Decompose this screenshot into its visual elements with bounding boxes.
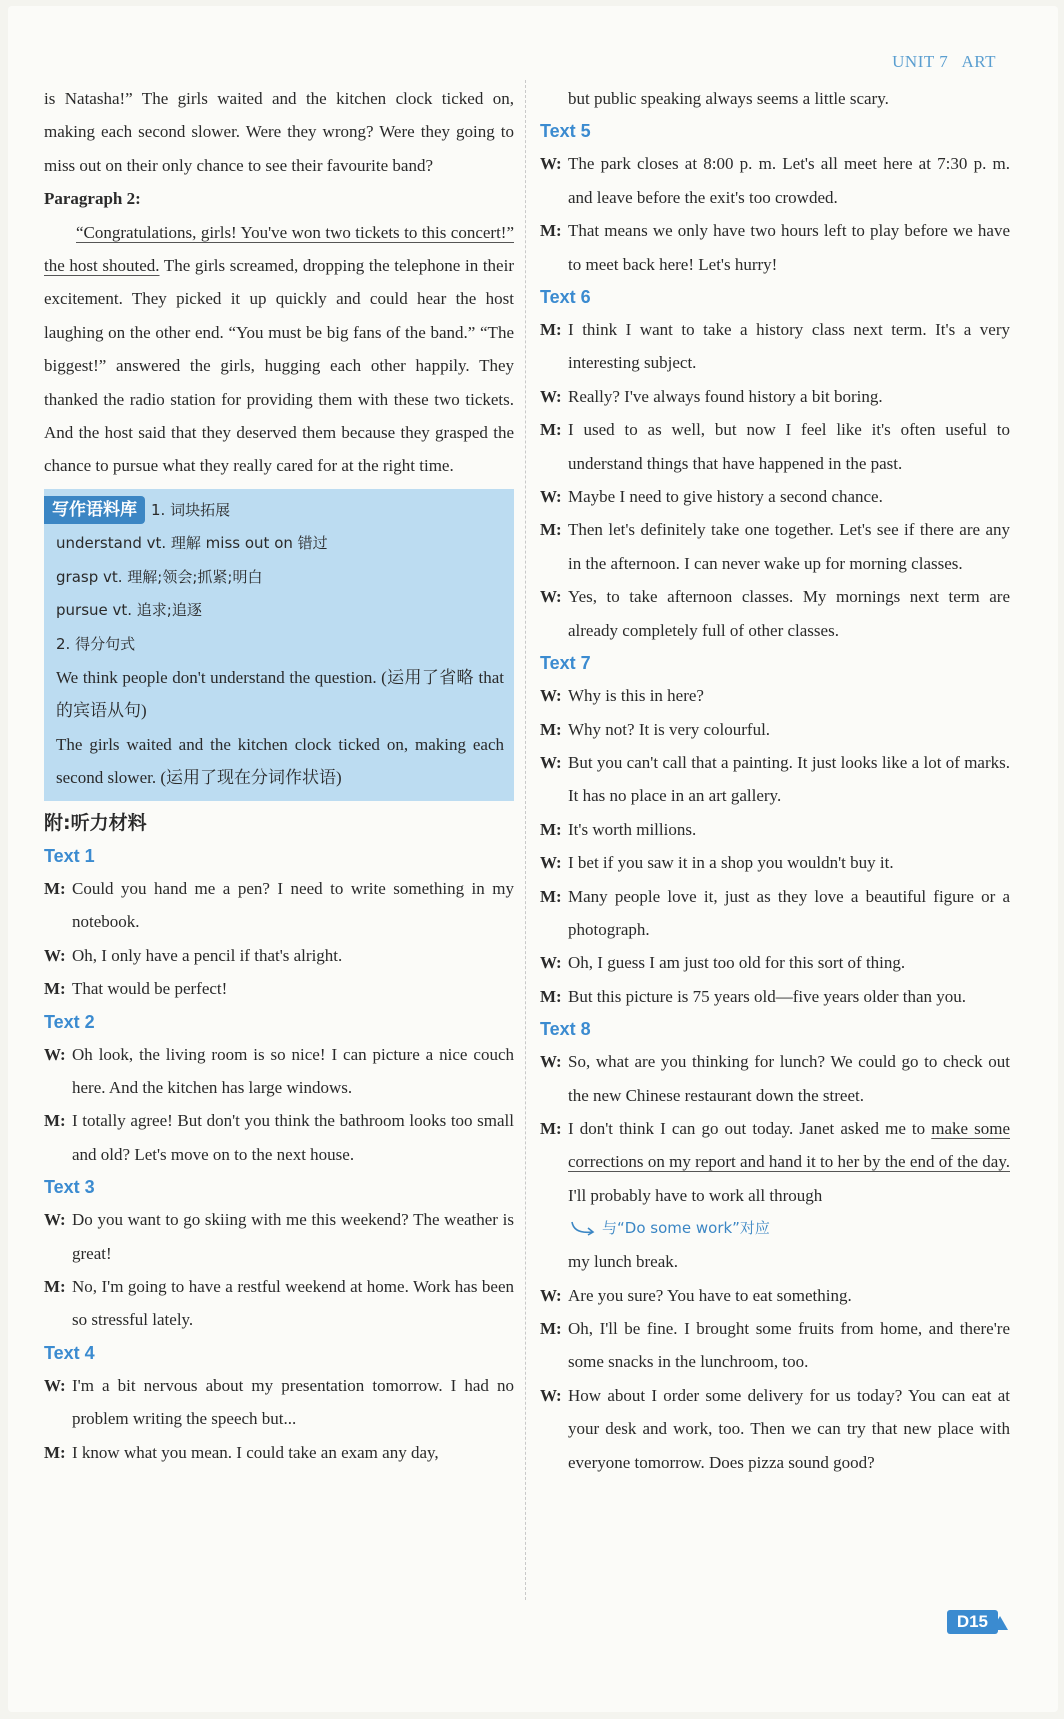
speaker: M: bbox=[44, 878, 66, 898]
dialogue-line bbox=[540, 1379, 1010, 1479]
speaker: W: bbox=[44, 1044, 66, 1064]
sentence-example: We think people don't understand the question. (运用了省略 that 的宾语从句) bbox=[56, 667, 504, 721]
speaker: W: bbox=[44, 945, 66, 965]
text-title: Text 8 bbox=[540, 1019, 591, 1040]
utterance: I'm a bit nervous about my presentation tomorrow. I had no problem writing the speech but... bbox=[72, 1375, 514, 1429]
utterance: But this picture is 75 years old—five years older than you. bbox=[568, 986, 966, 1006]
utterance: I totally agree! But don't you think the bathroom looks too small and old? Let's move on to the next house. bbox=[72, 1111, 514, 1164]
vocab-item: grasp vt. 理解;领会;抓紧;明白 bbox=[56, 567, 263, 586]
dialogue-line bbox=[44, 1436, 514, 1469]
text-title: Text 6 bbox=[540, 287, 591, 308]
dialogue-line bbox=[540, 313, 1010, 380]
speaker: W: bbox=[540, 154, 562, 174]
dialogue-line bbox=[44, 1104, 514, 1171]
utterance: The park closes at 8:00 p. m. Let's all meet here at 7:30 p. m. and leave before the exit's too crowded. bbox=[568, 154, 1010, 207]
speaker: W: bbox=[540, 587, 562, 607]
curved-arrow-icon bbox=[570, 1220, 598, 1238]
column-divider bbox=[525, 80, 526, 1600]
writing-corpus-tag: 写作语料库 bbox=[44, 496, 145, 524]
speaker: M: bbox=[540, 420, 562, 440]
text-5 bbox=[540, 115, 1010, 281]
utterance: But you can't call that a painting. It just looks like a lot of marks. It has no place in an art gallery. bbox=[568, 752, 1010, 806]
utterance-post: I'll probably have to work all through bbox=[568, 1185, 823, 1205]
speaker: W: bbox=[540, 386, 562, 406]
dialogue-line bbox=[44, 1203, 514, 1270]
paragraph-2-rest: The girls screamed, dropping the telephone in their excitement. They picked it up quickly and could hear the host laughing on the other end. “You must be big fans of the band.” “The biggest!” answered the girls, hugging each other happily. They thanked the radio station for providing them with these two tickets. And the host said that they deserved them because they grasped the chance to pursue what they really cared for at the right time. bbox=[44, 256, 514, 476]
utterance bbox=[568, 1112, 1010, 1212]
dialogue-line bbox=[540, 1112, 1010, 1212]
paragraph-2-underlined: “Congratulations, girls! You've won two tickets to this concert!” the host shouted. bbox=[44, 222, 514, 276]
dialogue-line bbox=[540, 413, 1010, 480]
speaker: W: bbox=[540, 686, 562, 706]
appendix-title: 附:听力材料 bbox=[44, 811, 147, 834]
dialogue-line bbox=[540, 513, 1010, 580]
unit-label: UNIT 7 bbox=[892, 52, 949, 71]
text-6 bbox=[540, 281, 1010, 647]
dialogue-line bbox=[44, 1369, 514, 1436]
dialogue-line bbox=[540, 1045, 1010, 1112]
utterance: I used to as well, but now I feel like it's often useful to understand things that have happened in the past. bbox=[568, 420, 1010, 473]
dialogue-line bbox=[540, 713, 1010, 746]
utterance: Oh, I only have a pencil if that's alright. bbox=[72, 945, 343, 965]
speaker: W: bbox=[540, 853, 562, 873]
speaker: M: bbox=[540, 719, 562, 739]
dialogue-line bbox=[44, 939, 514, 972]
speaker: M: bbox=[540, 1118, 562, 1138]
dialogue-line bbox=[540, 1279, 1010, 1312]
speaker: W: bbox=[44, 1375, 66, 1395]
right-column bbox=[540, 82, 1010, 1479]
intro-paragraph: is Natasha!” The girls waited and the kitchen clock ticked on, making each second slower. Were they wrong? Were they going to miss out on their only chance to see their favourite band? bbox=[44, 89, 514, 175]
utterance: That would be perfect! bbox=[72, 979, 228, 999]
utterance: That means we only have two hours left to play before we have to meet back here! Let's hurry! bbox=[568, 221, 1010, 274]
utterance: Oh, I guess I am just too old for this sort of thing. bbox=[568, 953, 906, 973]
utterance: Really? I've always found history a bit boring. bbox=[568, 386, 883, 406]
text-title: Text 2 bbox=[44, 1011, 95, 1032]
speaker: W: bbox=[44, 1210, 66, 1230]
dialogue-line bbox=[540, 980, 1010, 1013]
speaker: M: bbox=[540, 520, 562, 540]
text-title: Text 4 bbox=[44, 1342, 95, 1363]
utterance: I know what you mean. I could take an exam any day, bbox=[72, 1442, 439, 1462]
vocab-item: understand vt. 理解 miss out on 错过 bbox=[56, 534, 328, 553]
dialogue-line bbox=[540, 147, 1010, 214]
text-title: Text 7 bbox=[540, 653, 591, 674]
utterance-underlined: make some corrections on my report and hand it to her by the end of the day. bbox=[568, 1118, 1010, 1172]
utterance-pre: I don't think I can go out today. Janet asked me to bbox=[568, 1118, 932, 1138]
dialogue-line bbox=[44, 972, 514, 1005]
page bbox=[8, 6, 1058, 1712]
utterance: I bet if you saw it in a shop you wouldn't buy it. bbox=[568, 853, 894, 873]
speaker: M: bbox=[540, 986, 562, 1006]
paragraph-2-label: Paragraph 2: bbox=[44, 189, 141, 209]
utterance: Why not? It is very colourful. bbox=[568, 719, 771, 739]
annotation-text: 与“Do some work”对应 bbox=[602, 1218, 770, 1237]
utterance: Oh, I'll be fine. I brought some fruits from home, and there're some snacks in the lunchroom, too. bbox=[568, 1319, 1010, 1372]
page-arrow-icon bbox=[992, 1616, 1008, 1630]
utterance: Could you hand me a pen? I need to write something in my notebook. bbox=[72, 878, 514, 932]
utterance: Many people love it, just as they love a beautiful figure or a photograph. bbox=[568, 886, 1010, 939]
utterance-end: my lunch break. bbox=[568, 1252, 678, 1272]
speaker: M: bbox=[44, 1111, 66, 1131]
text-7 bbox=[540, 647, 1010, 1013]
speaker: M: bbox=[540, 1319, 562, 1338]
dialogue-line bbox=[540, 480, 1010, 513]
paragraph-2 bbox=[44, 216, 514, 483]
speaker: M: bbox=[44, 1442, 66, 1462]
vocab-heading: 1. 词块拓展 bbox=[151, 500, 231, 519]
text-4 bbox=[44, 1337, 514, 1469]
utterance: Oh look, the living room is so nice! I can picture a nice couch here. And the kitchen has large windows. bbox=[72, 1044, 514, 1097]
text-2 bbox=[44, 1006, 514, 1172]
utterance: I think I want to take a history class next term. It's a very interesting subject. bbox=[568, 320, 1010, 373]
dialogue-line bbox=[540, 746, 1010, 813]
speaker: M: bbox=[44, 979, 66, 999]
utterance: Yes, to take afternoon classes. My mornings next term are already completely full of other classes. bbox=[568, 587, 1010, 640]
dialogue-line bbox=[540, 880, 1010, 947]
text-1 bbox=[44, 840, 514, 1006]
speaker: M: bbox=[44, 1277, 66, 1296]
utterance: No, I'm going to have a restful weekend at home. Work has been so stressful lately. bbox=[72, 1277, 514, 1330]
continued-line: but public speaking always seems a little scary. bbox=[568, 89, 889, 108]
dialogue-line bbox=[540, 813, 1010, 846]
utterance: It's worth millions. bbox=[568, 819, 697, 839]
text-8 bbox=[540, 1013, 1010, 1479]
text-3 bbox=[44, 1171, 514, 1337]
utterance: Then let's definitely take one together. Let's see if there are any in the afternoon. I can never wake up for morning classes. bbox=[568, 520, 1010, 573]
running-header bbox=[892, 52, 996, 72]
speaker: M: bbox=[540, 320, 562, 340]
left-column bbox=[44, 82, 514, 1469]
text-title: Text 3 bbox=[44, 1177, 95, 1198]
dialogue-line bbox=[540, 946, 1010, 979]
topic-label: ART bbox=[961, 52, 996, 71]
dialogue-line bbox=[540, 214, 1010, 281]
utterance: So, what are you thinking for lunch? We could go to check out the new Chinese restaurant down the street. bbox=[568, 1052, 1010, 1105]
vocab-item: pursue vt. 追求;追逐 bbox=[56, 601, 202, 620]
text-title: Text 1 bbox=[44, 845, 95, 866]
utterance: Maybe I need to give history a second chance. bbox=[568, 487, 883, 507]
text-title: Text 5 bbox=[540, 121, 591, 142]
dialogue-line bbox=[44, 1038, 514, 1105]
dialogue-line bbox=[44, 1270, 514, 1337]
speaker: M: bbox=[540, 886, 562, 906]
utterance: Are you sure? You have to eat something. bbox=[568, 1285, 852, 1305]
speaker: W: bbox=[540, 953, 562, 973]
sentence-heading: 2. 得分句式 bbox=[56, 634, 136, 653]
dialogue-line bbox=[540, 380, 1010, 413]
speaker: W: bbox=[540, 487, 562, 507]
dialogue-line bbox=[44, 872, 514, 939]
speaker: M: bbox=[540, 819, 562, 839]
page-number: D15 bbox=[947, 1610, 998, 1634]
sentence-example: The girls waited and the kitchen clock ticked on, making each second slower. (运用了现在分词作状语) bbox=[56, 734, 504, 788]
speaker: W: bbox=[540, 1052, 562, 1072]
writing-corpus-box bbox=[44, 489, 514, 801]
speaker: M: bbox=[540, 221, 562, 241]
dialogue-line bbox=[540, 679, 1010, 712]
dialogue-line bbox=[540, 580, 1010, 647]
dialogue-line bbox=[540, 846, 1010, 879]
utterance: How about I order some delivery for us today? You can eat at your desk and work, too. Then we can try that new place with everyone tomorrow. Does pizza sound good? bbox=[568, 1385, 1010, 1472]
utterance: Why is this in here? bbox=[568, 686, 704, 706]
utterance: Do you want to go skiing with me this weekend? The weather is great! bbox=[72, 1210, 514, 1263]
speaker: W: bbox=[540, 1285, 562, 1305]
annotation-note bbox=[540, 1212, 1010, 1245]
speaker: W: bbox=[540, 1385, 562, 1405]
dialogue-line bbox=[540, 1312, 1010, 1379]
speaker: W: bbox=[540, 752, 562, 772]
